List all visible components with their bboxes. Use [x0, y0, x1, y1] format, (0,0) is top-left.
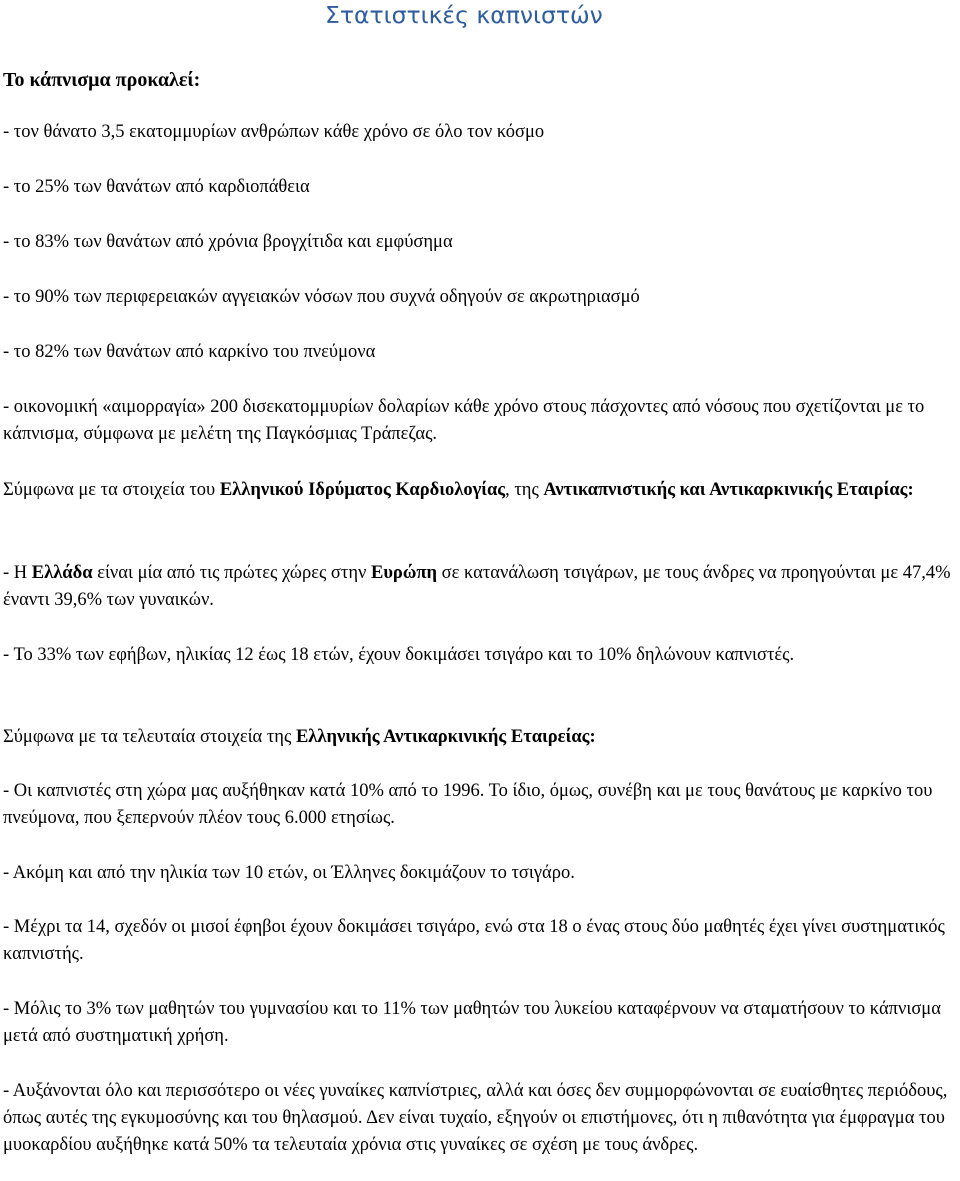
- greece-middle: είναι μία από τις πρώτες χώρες στην: [92, 563, 371, 583]
- greece-consumption-paragraph: [3, 560, 955, 614]
- source2-org: Ελληνικής Αντικαρκινικής Εταιρείας:: [295, 727, 596, 747]
- greece-suffix: σε κατανάλωση τσιγάρων, με τους άνδρες να προηγούνται με 47,4% έναντι 39,6% των γυναικών.: [3, 563, 951, 610]
- fact-age-ten: - Ακόμη και από την ηλικία των 10 ετών, οι Έλληνες δοκιμάζουν το τσιγάρο.: [3, 863, 575, 883]
- greece-country: Ελλάδα: [31, 563, 93, 583]
- greece-prefix: - Η: [3, 563, 32, 583]
- source-middle: , της: [505, 480, 544, 500]
- document-title: Στατιστικές καπνιστών: [325, 1, 603, 29]
- cause-item-deaths-worldwide: - τον θάνατο 3,5 εκατομμυρίων ανθρώπων κάθε χρόνο σε όλο τον κόσμο: [3, 122, 545, 142]
- fact-smokers-increase: - Οι καπνιστές στη χώρα μας αυξήθηκαν κατά 10% από το 1996. Το ίδιο, όμως, συνέβη και με τους θανάτους με καρκίνο του πνεύμονα, που ξεπερνούν πλέον τους 6.000 ετησίως.: [3, 781, 933, 828]
- cause-item-lung-cancer: - το 82% των θανάτων από καρκίνο του πνεύμονα: [3, 342, 376, 362]
- source2-prefix: Σύμφωνα με τα τελευταία στοιχεία της: [3, 727, 296, 747]
- source-org-anticancer: Αντικαπνιστικής και Αντικαρκινικής Εταιρίας:: [543, 480, 914, 500]
- cause-item-heart-disease: - το 25% των θανάτων από καρδιοπάθεια: [3, 177, 310, 197]
- greece-region: Ευρώπη: [370, 563, 437, 583]
- cause-item-economic: - οικονομική «αιμορραγία» 200 δισεκατομμυρίων δολαρίων κάθε χρόνο στους πάσχοντες από νόσους που σχετίζονται με το κάπνισμα, σύμφωνα με μελέτη της Παγκόσμιας Τράπεζας.: [3, 397, 925, 444]
- fact-teens-14-18: - Μέχρι τα 14, σχεδόν οι μισοί έφηβοι έχουν δοκιμάσει τσιγάρο, ενώ στα 18 ο ένας στους δύο μαθητές έχει γίνει συστηματικός καπνιστής.: [3, 917, 945, 964]
- source-paragraph-cardiology: [3, 477, 955, 504]
- cause-item-bronchitis: - το 83% των θανάτων από χρόνια βρογχίτιδα και εμφύσημα: [3, 232, 453, 252]
- section-subtitle: Το κάπνισμα προκαλεί:: [3, 69, 201, 91]
- cause-item-vascular: - το 90% των περιφερειακών αγγειακών νόσων που συχνά οδηγούν σε ακρωτηριασμό: [3, 287, 640, 307]
- source-prefix: Σύμφωνα με τα στοιχεία του: [3, 480, 220, 500]
- fact-quit-rate: - Μόλις το 3% των μαθητών του γυμνασίου και το 11% των μαθητών του λυκείου καταφέρνουν να σταματήσουν το κάπνισμα μετά από συστηματική χρήση.: [3, 999, 941, 1046]
- source-paragraph-hellenic: [3, 724, 955, 751]
- fact-women-smokers: - Αυξάνονται όλο και περισσότερο οι νέες γυναίκες καπνίστριες, αλλά και όσες δεν συμμορφώνονται σε ευαίσθητες περιόδους, όπως αυτές της εγκυμοσύνης και του θηλασμού. Δεν είναι τυχαίο, εξηγούν οι επιστήμονες, ότι η πιθανότητα για έμφραγμα του μυοκαρδίου αυξήθηκε κατά 50% τα τελευταία χρόνια στις γυναίκες σε σχέση με τους άνδρες.: [3, 1081, 948, 1155]
- teen-smokers-paragraph: - Το 33% των εφήβων, ηλικίας 12 έως 18 ετών, έχουν δοκιμάσει τσιγάρο και το 10% δηλώνουν καπνιστές.: [3, 645, 795, 665]
- source-org-cardiology: Ελληνικού Ιδρύματος Καρδιολογίας: [219, 480, 506, 500]
